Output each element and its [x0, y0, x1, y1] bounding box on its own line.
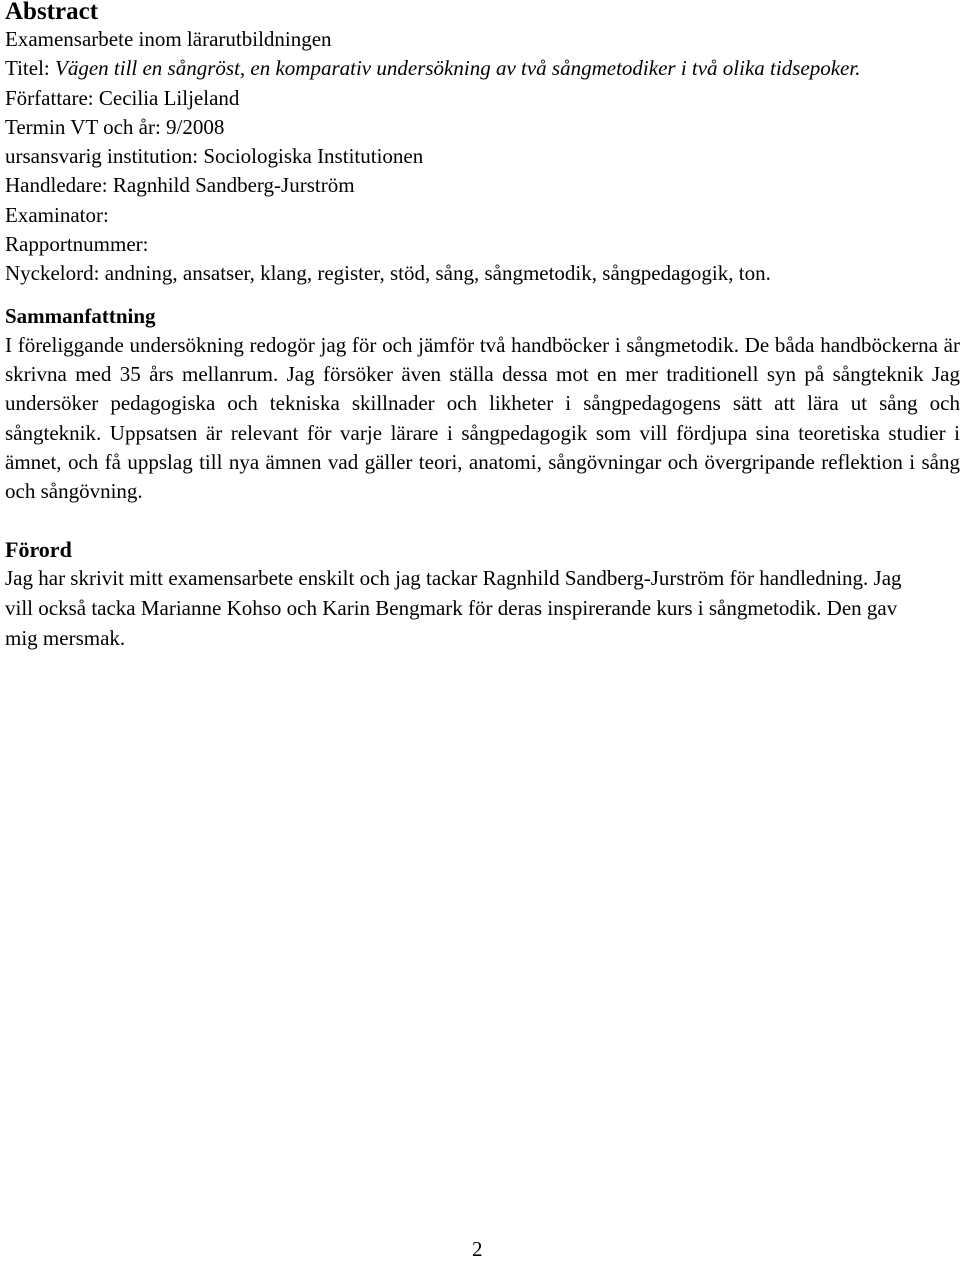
thesis-type: Examensarbete inom lärarutbildningen — [5, 27, 332, 51]
preface-heading: Förord — [5, 537, 72, 563]
examiner-line: Examinator: — [5, 202, 109, 227]
keywords-line: Nyckelord: andning, ansatser, klang, register, stöd, sång, sångmetodik, sångpedagogik, ton. — [5, 261, 771, 286]
thesis-title — [5, 54, 945, 83]
summary-paragraph: I föreliggande undersökning redogör jag för och jämför två handböcker i sångmetodik. De båda handböckerna är skrivna med 35 års mellanrum. Jag försöker även ställa dessa mot en mer traditionell syn på sångteknik Jag undersöker pedagogiska och tekniska skillnader och likheter i sångpedagogens sätt att lära ut sång och sångteknik. Uppsatsen är relevant för varje lärare i sångpedagogik som vill fördjupa sina teoretiska studier i ämnet, och få uppslag till nya ämnen vad gäller teori, anatomi, sångövningar och övergripande reflektion i sång och sångövning. — [5, 332, 960, 504]
institution-line: ursansvarig institution: Sociologiska Institutionen — [5, 144, 424, 169]
page-number: 2 — [472, 1237, 483, 1261]
abstract-heading: Abstract — [5, 0, 99, 25]
preface-paragraph: Jag har skrivit mitt examensarbete enskilt och jag tackar Ragnhild Sandberg-Jurström för handledning. Jag vill också tacka Marianne Kohso och Karin Bengmark för deras inspirerande kurs i sångmetodik. Den gav mig mersmak. — [5, 566, 902, 650]
author-line: Författare: Cecilia Liljeland — [5, 85, 240, 110]
supervisor-line: Handledare: Ragnhild Sandberg-Jurström — [5, 173, 355, 198]
title-label: Titel: — [5, 56, 55, 81]
document-page — [5, 0, 960, 653]
report-number-line: Rapportnummer: — [5, 232, 149, 257]
abstract-metadata — [5, 25, 960, 289]
term-line: Termin VT och år: 9/2008 — [5, 114, 225, 139]
title-value: Vägen till en sångröst, en komparativ undersökning av två sångmetodiker i två olika tidsepoker. — [55, 56, 861, 81]
summary-heading: Sammanfattning — [5, 303, 156, 328]
